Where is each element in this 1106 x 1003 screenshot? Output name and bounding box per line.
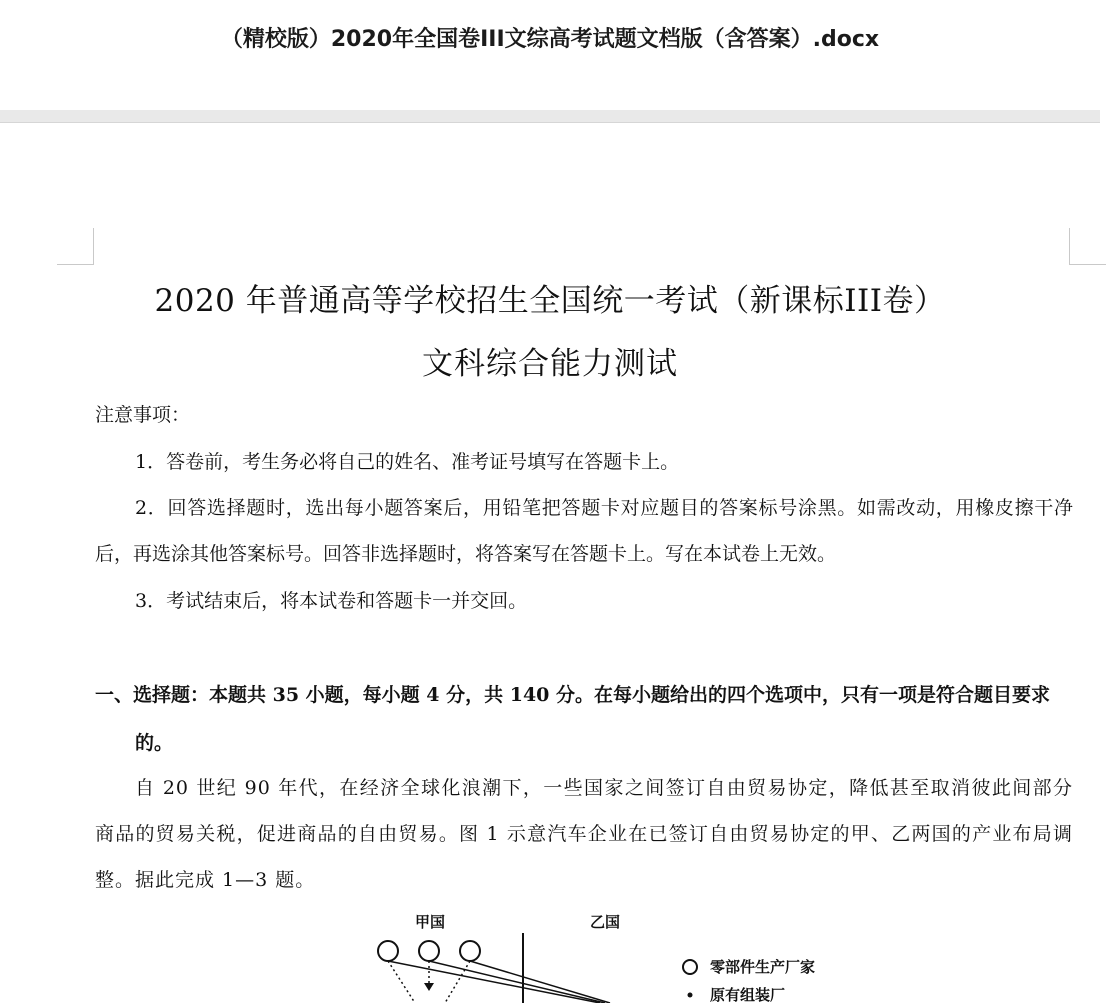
flow-line bbox=[388, 961, 415, 1003]
exam-subtitle: 文科综合能力测试 bbox=[422, 346, 678, 382]
document-file-title: （精校版）2020年全国卷III文综高考试题文档版（含答案）.docx bbox=[220, 27, 880, 52]
flow-line bbox=[388, 961, 600, 1003]
margin-corner-top-right bbox=[1069, 228, 1106, 265]
legend-assembly-label: 原有组装厂 bbox=[710, 986, 786, 1003]
notice-item-1: 1．答卷前，考生务必将自己的姓名、准考证号填写在答题卡上。 bbox=[135, 451, 680, 473]
figure-label-country-b: 乙国 bbox=[590, 913, 621, 931]
legend-parts-label: 零部件生产厂家 bbox=[710, 958, 816, 976]
legend-assembly-icon bbox=[688, 993, 693, 998]
notice-item-3: 3．考试结束后，将本试卷和答题卡一并交回。 bbox=[135, 590, 528, 612]
document-page[interactable] bbox=[0, 123, 1100, 1003]
notice-heading: 注意事项： bbox=[95, 404, 191, 426]
exam-title: 2020 年普通高等学校招生全国统一考试（新课标III卷） bbox=[154, 283, 946, 319]
parts-factory-circle bbox=[378, 941, 398, 961]
notice-item-2: 2．回答选择题时，选出每小题答案后，用铅笔把答题卡对应题目的答案标号涂黑。如需改动，用橡皮擦干净后，再选涂其他答案标号。回答非选择题时，将答案写在答题卡上。写在本试卷上无效。 bbox=[95, 497, 1073, 565]
question-passage: 自 20 世纪 90 年代，在经济全球化浪潮下，一些国家之间签订自由贸易协定，降低甚至取消彼此间部分商品的贸易关税，促进商品的自由贸易。图 1 示意汽车企业在已签订自由贸易协定的甲、乙两国的产业布局调整。据此完成 1—3 题。 bbox=[95, 777, 1073, 891]
title-bar bbox=[0, 0, 1100, 110]
section-heading: 一、选择题：本题共 35 小题，每小题 4 分，共 140 分。在每小题给出的四个选项中，只有一项是符合题目要求的。 bbox=[95, 684, 1051, 754]
margin-corner-top-left bbox=[57, 228, 94, 265]
figure-label-country-a: 甲国 bbox=[415, 913, 446, 931]
flow-line bbox=[429, 961, 605, 1003]
legend-circle-icon bbox=[683, 960, 697, 974]
page-separator bbox=[0, 110, 1100, 123]
figure-1-diagram bbox=[360, 913, 860, 1003]
parts-factory-circle bbox=[419, 941, 439, 961]
arrowhead bbox=[424, 983, 434, 991]
parts-factory-circle bbox=[460, 941, 480, 961]
